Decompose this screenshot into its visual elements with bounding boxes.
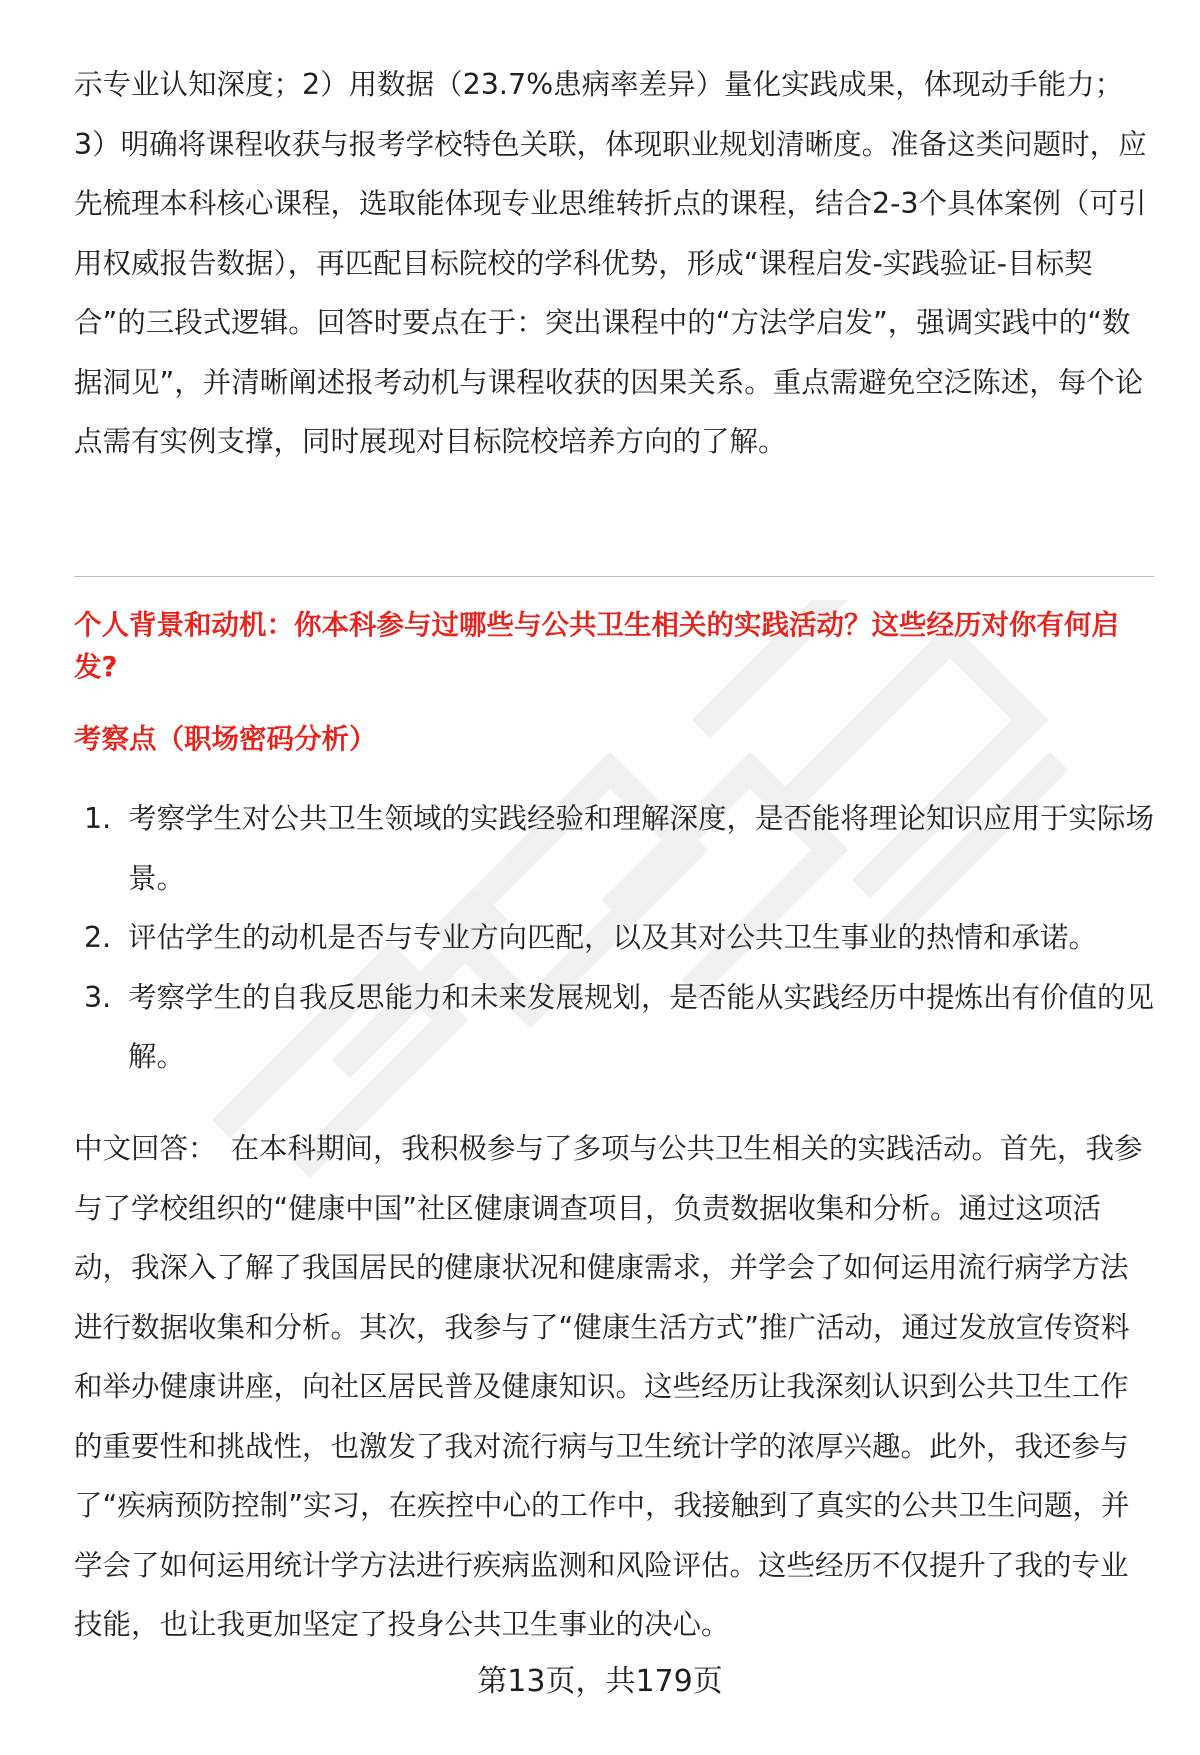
list-item (74, 908, 1154, 968)
list-item (74, 968, 1154, 1087)
list-item-number: 3. (84, 980, 112, 1014)
list-item-number: 1. (84, 802, 112, 835)
list-item-text: 考察学生对公共卫生领域的实践经验和理解深度，是否能将理论知识应用于实际场景。 (128, 802, 1155, 895)
list-item-text: 评估学生的动机是否与专业方向匹配，以及其对公共卫生事业的热情和承诺。 (128, 921, 1098, 954)
page-number-footer: 第13页，共179页 (477, 1664, 723, 1699)
intro-paragraph: 示专业认知深度；2）用数据（23.7%患病率差异）量化实践成果，体现动手能力；3）明确将课程收获与报考学校特色关联，体现职业规划清晰度。准备这类问题时，应先梳理本科核心课程，选取能体现专业思维转折点的课程，结合2-3个具体案例（可引用权威报告数据），再匹配目标院校的学科优势，形成“课程启发-实践验证-目标契合”的三段式逻辑。回答时要点在于：突出课程中的“方法学启发”，强调实践中的“数据洞见”，并清晰阐述报考动机与课程收获的因果关系。重点需避免空泛陈述，每个论点需有实例支撑，同时展现对目标院校培养方向的了解。 (74, 68, 1147, 458)
answer-text: 在本科期间，我积极参与了多项与公共卫生相关的实践活动。首先，我参与了学校组织的“健康中国”社区健康调查项目，负责数据收集和分析。通过这项活动，我深入了解了我国居民的健康状况和健康需求，并学会了如何运用流行病学方法进行数据收集和分析。其次，我参与了“健康生活方式”推广活动，通过发放宣传资料和举办健康讲座，向社区居民普及健康知识。这些经历让我深刻认识到公共卫生工作的重要性和挑战性，也激发了我对流行病与卫生统计学的浓厚兴趣。此外，我还参与了“疾病预防控制”实习，在疾控中心的工作中，我接触到了真实的公共卫生问题，并学会了如何运用统计学方法进行疾病监测和风险评估。这些经历不仅提升了我的专业技能，也让我更加坚定了投身公共卫生事业的决心。 (74, 1132, 1143, 1641)
list-item-text: 考察学生的自我反思能力和未来发展规划，是否能从实践经历中提炼出有价值的见解。 (128, 980, 1155, 1073)
list-item-number: 2. (84, 921, 112, 954)
answer-label: 中文回答： (74, 1132, 217, 1165)
answer-paragraph (74, 1119, 1154, 1655)
intro-block (74, 55, 1154, 472)
assessment-points-list (74, 789, 1154, 1087)
list-item (74, 789, 1154, 908)
question-heading: 个人背景和动机：你本科参与过哪些与公共卫生相关的实践活动？这些经历对你有何启发? (74, 609, 1119, 683)
section-divider (74, 576, 1154, 577)
assessment-points-title: 考察点（职场密码分析） (74, 723, 377, 755)
